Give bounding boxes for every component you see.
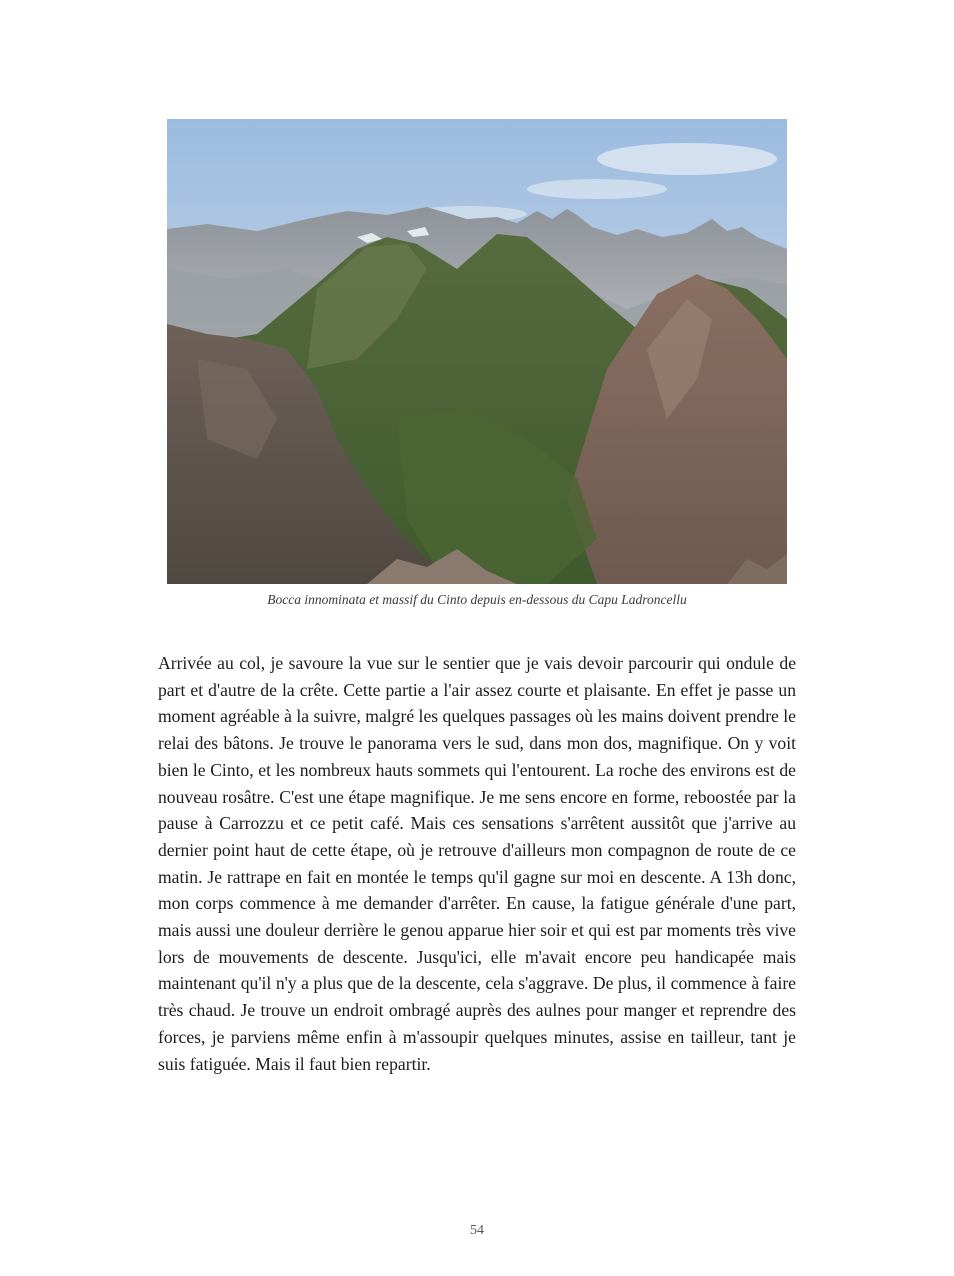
body-paragraph: Arrivée au col, je savoure la vue sur le sentier que je vais devoir parcourir qui ondule de part et d'autre de la crête. Cette partie a l'air assez courte et plaisante. En effet je passe un moment agréable à la suivre, malgré les quelques passages où les mains doivent prendre le relai des bâtons. Je trouve le panorama vers le sud, dans mon dos, magnifique. On y voit bien le Cinto, et les nombreux hauts sommets qui l'entourent. La roche des environs est de nouveau rosâtre. C'est une étape magnifique. Je me sens encore en forme, reboostée par la pause à Carrozzu et ce petit café. Mais ces sensations s'arrêtent aussitôt que j'arrive au dernier point haut de cette étape, où je retrouve d'ailleurs mon compagnon de route de ce matin. Je rattrape en fait en montée le temps qu'il gagne sur moi en descente. A 13h donc, mon corps commence à me demander d'arrêter. En cause, la fatigue générale d'une part, mais aussi une douleur derrière le genou apparue hier soir et qui est par moments très vive lors de mouvements de descente. Jusqu'ici, elle m'avait encore peu handicapée mais maintenant qu'il n'y a plus que de la descente, cela s'aggrave. De plus, il commence à faire très chaud. Je trouve un endroit ombragé auprès des aulnes pour manger et reprendre des forces, je parviens même enfin à m'assoupir quelques minutes, assise en tailleur, tant je suis fatiguée. Mais il faut bien repartir.	[158, 653, 796, 1074]
figure-caption: Bocca innominata et massif du Cinto depuis en-dessous du Capu Ladroncellu	[267, 592, 687, 607]
mountain-photo	[167, 119, 787, 584]
page-number: 54	[470, 1223, 484, 1238]
